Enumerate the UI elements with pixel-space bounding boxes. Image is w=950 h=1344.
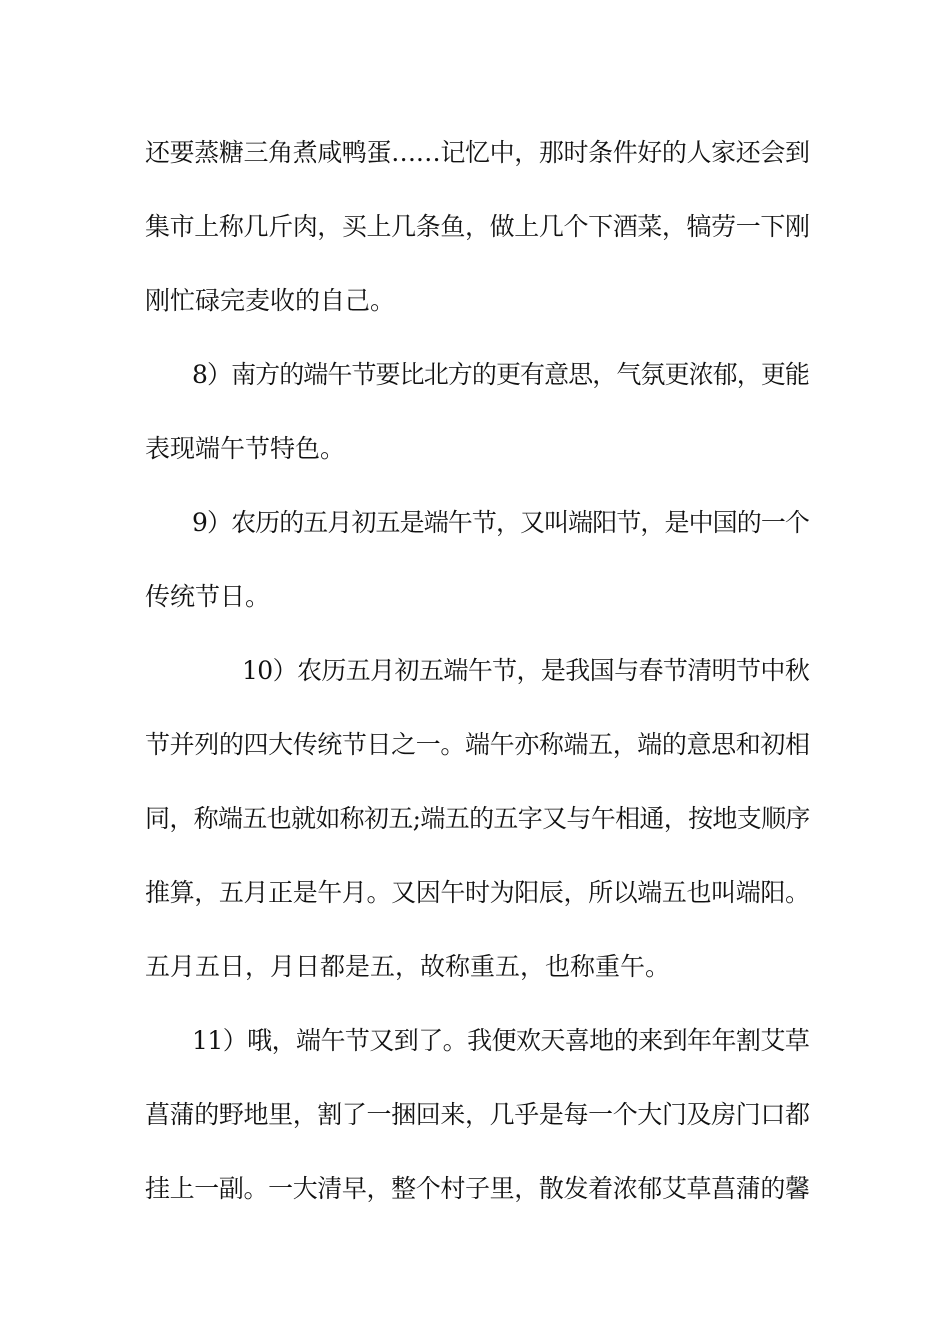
text-line: 表现端午节特色。 — [145, 434, 346, 463]
paragraph-8-start: 8）南方的端午节要比北方的更有意思，气氛更浓郁，更能 — [192, 360, 809, 389]
text-line: 刚忙碌完麦收的自己。 — [145, 286, 396, 315]
text-line: 推算，五月正是午月。又因午时为阳辰，所以端五也叫端阳。 — [145, 878, 810, 907]
text-line: 传统节日。 — [145, 582, 271, 611]
paragraph-11-start: 11）哦，端午节又到了。我便欢天喜地的来到年年割艾草 — [192, 1026, 810, 1055]
text-line: 五月五日，月日都是五，故称重五，也称重午。 — [145, 952, 671, 981]
text-line: 集市上称几斤肉，买上几条鱼，做上几个下酒菜，犒劳一下刚 — [145, 212, 810, 241]
text-line: 节并列的四大传统节日之一。端午亦称端五，端的意思和初相 — [145, 730, 810, 759]
text-line: 同，称端五也就如称初五;端五的五字又与午相通，按地支顺序 — [145, 804, 810, 833]
text-line: 挂上一副。一大清早，整个村子里，散发着浓郁艾草菖蒲的馨 — [145, 1174, 810, 1203]
text-line: 菖蒲的野地里，割了一捆回来，几乎是每一个大门及房门口都 — [145, 1100, 810, 1129]
text-line: 还要蒸糖三角煮咸鸭蛋……记忆中，那时条件好的人家还会到 — [145, 138, 810, 167]
paragraph-10-start: 10）农历五月初五端午节，是我国与春节清明节中秋 — [242, 656, 810, 685]
paragraph-9-start: 9）农历的五月初五是端午节，又叫端阳节，是中国的一个 — [192, 508, 809, 537]
